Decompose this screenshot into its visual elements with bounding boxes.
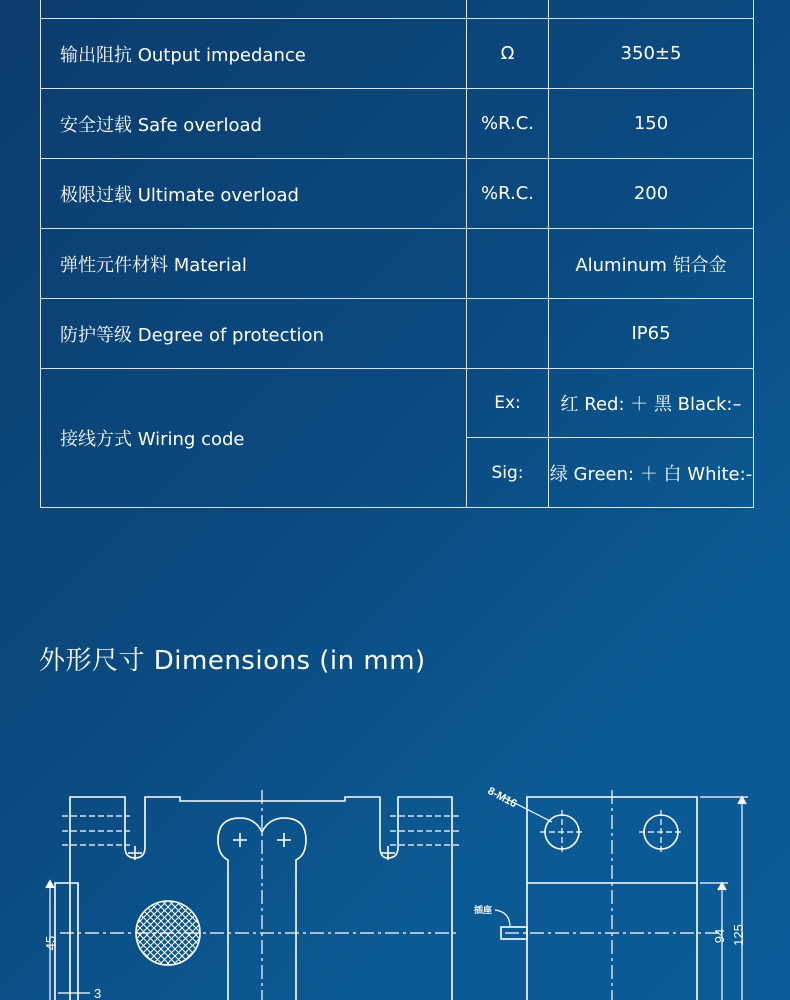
front-height-label: 45 [43, 935, 58, 951]
table-row [41, 299, 754, 369]
spec-name [41, 0, 467, 19]
spec-value: Aluminum 铝合金 [549, 229, 754, 299]
hole-spec-label: 8-M16 [485, 785, 519, 811]
spec-unit [467, 0, 549, 19]
spec-value: IP65 [549, 299, 754, 369]
spec-value: 350±5 [549, 19, 754, 89]
spec-name: 极限过载 Ultimate overload [41, 159, 467, 229]
spec-unit: Ω [467, 19, 549, 89]
table-row [41, 369, 754, 438]
wiring-sig-value: 绿 Green: ＋ 白 White:- [549, 438, 754, 508]
dimension-drawing [0, 760, 790, 1000]
front-offset-label: 3 [94, 986, 102, 1000]
table-row [41, 159, 754, 229]
spec-name: 安全过载 Safe overload [41, 89, 467, 159]
spec-unit [467, 229, 549, 299]
connector-label: 插座 [474, 905, 493, 915]
spec-unit: %R.C. [467, 89, 549, 159]
wiring-sig-label: Sig: [467, 438, 549, 508]
spec-name: 防护等级 Degree of protection [41, 299, 467, 369]
front-view [46, 790, 460, 1000]
wiring-ex-value: 红 Red: ＋ 黑 Black:– [549, 369, 754, 438]
side-view [495, 790, 748, 1000]
spec-name: 输出阻抗 Output impedance [41, 19, 467, 89]
inner-height-label: 94 [712, 928, 727, 944]
spec-value: 200 [549, 159, 754, 229]
spec-unit: %R.C. [467, 159, 549, 229]
spec-table [40, 0, 754, 508]
spec-value [549, 0, 754, 19]
outer-height-label: 125 [731, 924, 746, 946]
spec-value: 150 [549, 89, 754, 159]
table-row [41, 19, 754, 89]
table-row [41, 229, 754, 299]
dimensions-title: 外形尺寸 Dimensions (in mm) [39, 646, 426, 676]
spec-unit [467, 299, 549, 369]
wiring-name: 接线方式 Wiring code [41, 369, 467, 508]
wiring-ex-label: Ex: [467, 369, 549, 438]
spec-name: 弹性元件材料 Material [41, 229, 467, 299]
table-row [41, 89, 754, 159]
table-row [41, 0, 754, 19]
